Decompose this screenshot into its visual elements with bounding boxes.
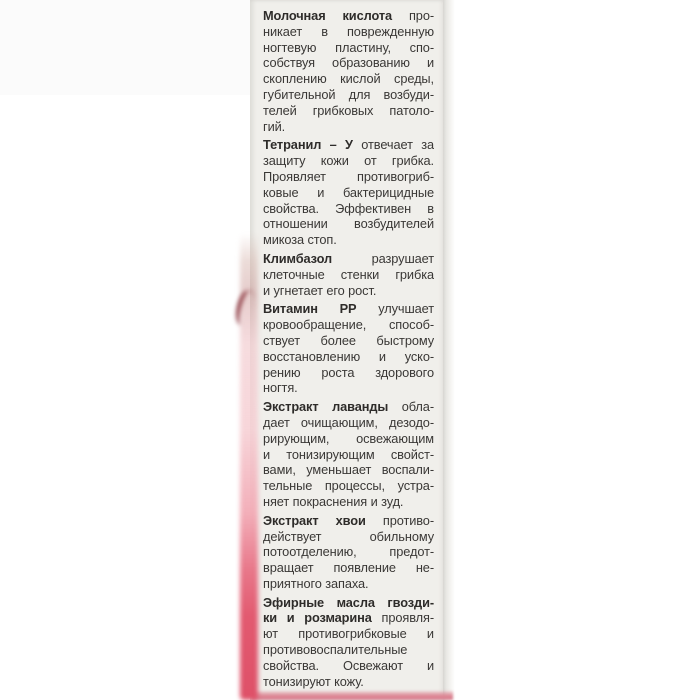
label-line: тонизируют кожу. bbox=[263, 673, 364, 689]
label-paragraph bbox=[263, 513, 434, 592]
label-line: губительной для возбуди- bbox=[263, 86, 434, 102]
label-line: скоплению кислой среды, bbox=[263, 71, 434, 87]
label-line: свойства. Освежают и bbox=[263, 657, 434, 673]
label-line: действует обильному bbox=[263, 528, 434, 544]
package-box bbox=[250, 0, 455, 700]
label-line: Тетранил – У отвечает за bbox=[263, 137, 434, 153]
label-line: потоотделению, предот- bbox=[263, 544, 434, 560]
label-line: вращает появление не- bbox=[263, 560, 434, 576]
label-line: тельные процессы, устра- bbox=[263, 478, 434, 494]
label-line: няет покраснения и зуд. bbox=[263, 493, 404, 509]
label-line: свойства. Эффективен в bbox=[263, 200, 434, 216]
background-shadow bbox=[0, 0, 250, 95]
label-line: ствует более быстрому bbox=[263, 332, 434, 348]
label-line: рению роста здорового bbox=[263, 364, 434, 380]
label-line: и угнетает его рост. bbox=[263, 282, 377, 298]
label-paragraph bbox=[263, 8, 434, 134]
label-line: кровообращение, способ- bbox=[263, 317, 434, 333]
label-line: ногтевую пластину, спо- bbox=[263, 39, 434, 55]
label-line: вами, уменьшает воспали- bbox=[263, 462, 434, 478]
package-bottom-stripe bbox=[252, 691, 453, 700]
label-line: приятного запаха. bbox=[263, 575, 369, 591]
label-line: Климбазол разрушает bbox=[263, 250, 434, 266]
label-paragraph bbox=[263, 251, 434, 298]
label-paragraph bbox=[263, 595, 434, 690]
label-line: Молочная кислота про- bbox=[263, 8, 434, 23]
label-line: ки и розмарина проявля- bbox=[263, 610, 434, 626]
label-line: Витамин PP улучшает bbox=[263, 301, 434, 317]
label-line: противовоспалительные bbox=[263, 642, 408, 658]
package-label-text bbox=[263, 8, 434, 692]
label-line: рирующим, освежающим bbox=[263, 430, 434, 446]
label-paragraph bbox=[263, 399, 434, 510]
label-line: защиту кожи от грибка. bbox=[263, 153, 434, 169]
label-line: отношении возбудителей bbox=[263, 216, 434, 232]
label-line: Экстракт лаванды обла- bbox=[263, 399, 434, 415]
label-line: клеточные стенки грибка bbox=[263, 266, 434, 282]
label-line: и тонизирующим свойст- bbox=[263, 446, 434, 462]
label-line: микоза стоп. bbox=[263, 232, 337, 248]
label-line: восстановлению и уско- bbox=[263, 348, 434, 364]
label-line: телей грибковых патоло- bbox=[263, 102, 434, 118]
label-line: собствуя образованию и bbox=[263, 55, 434, 71]
label-line: дает очищающим, дезодо- bbox=[263, 414, 434, 430]
label-line: никает в поврежденную bbox=[263, 23, 434, 39]
label-line: ковые и бактерицидные bbox=[263, 184, 434, 200]
label-line: ногтя. bbox=[263, 380, 298, 396]
label-paragraph bbox=[263, 301, 434, 396]
package-right-edge bbox=[443, 0, 455, 700]
label-line: Проявляет противогриб- bbox=[263, 168, 434, 184]
label-line: ют противогрибковые и bbox=[263, 626, 434, 642]
label-paragraph bbox=[263, 137, 434, 248]
label-line: Экстракт хвои противо- bbox=[263, 512, 434, 528]
label-line: Эфирные масла гвозди- bbox=[263, 594, 434, 610]
label-line: гий. bbox=[263, 118, 286, 134]
